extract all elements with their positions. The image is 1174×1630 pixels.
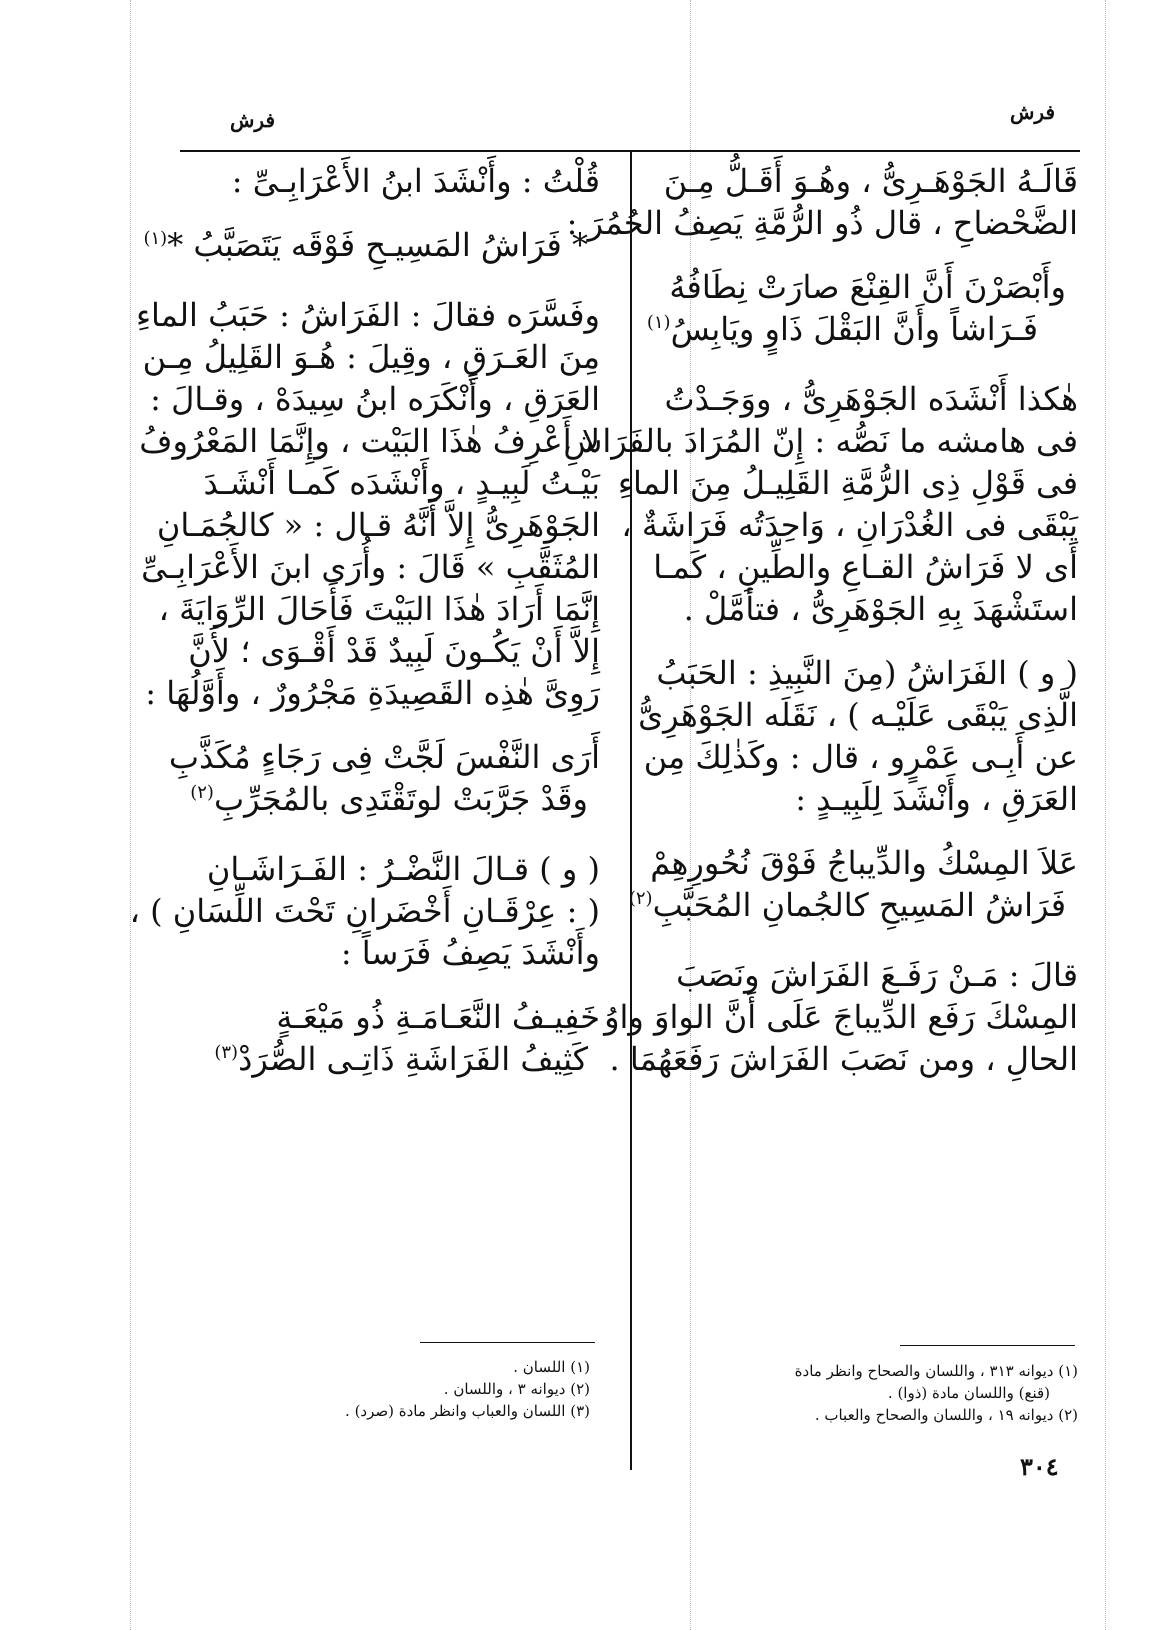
- verse-line: [628, 884, 1078, 932]
- text-line: العَرَقِ ، وأَنْشَدَ لِلَبِيـدٍ :: [795, 780, 1078, 818]
- text-line: ( و ) الفَرَاشُ (مِنَ النَّبِيذِ : الحَبَبُ: [656, 654, 1078, 692]
- text-line: رَوِىَّ هٰذِه القَصِيدَةِ مَجْرُورٌ ، وأَوَّلُهَا :: [145, 674, 600, 712]
- footnote-marker: (٣): [214, 1042, 239, 1063]
- verse-text: فَـرَاشاً وأَنَّ البَقْلَ ذَاوٍ ويَابِسُ: [670, 310, 1038, 348]
- left-column: [129, 160, 600, 1086]
- text-line: يَبْقَى فى الغُدْرَانِ ، وَاحِدَتُه فَرَاشَةٌ ،: [621, 506, 1078, 544]
- footnote-marker: (٢): [628, 888, 653, 909]
- text-line: وفَسَّرَه فقالَ : الفَرَاشُ : حَبَبُ الماءِ: [135, 296, 600, 334]
- verse-line: عَلاَ المِسْكُ والدِّيباجُ فَوْقَ نُحُورِهِمْ: [650, 844, 1078, 882]
- verse-text: وقَدْ جَرَّبَتْ لوتَقْتَدِى بالمُجَرِّبِ: [213, 780, 588, 818]
- guide-line: [1105, 0, 1106, 1630]
- text-line: ( : عِرْقَـانِ أَخْضَرانِ تَحْتَ اللِّسَانِ ) ،: [129, 892, 600, 930]
- footnote: (١) ديوانه ٣١٣ ، واللسان والصحاح وانظر مادة: [794, 1362, 1078, 1380]
- text-line: فى قَوْلِ ذِى الرُّمَّةِ القَلِيـلُ مِنَ الماءِ: [617, 464, 1078, 502]
- left-footnotes: [180, 1356, 590, 1422]
- verse-line: [180, 778, 600, 826]
- verse-text: فَرَاشُ المَسِيحِ كالجُمانِ المُحَبَّبِ: [652, 886, 1066, 924]
- footnote-marker: (١): [143, 228, 168, 249]
- verse-text: كَثِيفُ الفَرَاشَةِ ذَاتِـى الصُّرَدْ: [238, 1040, 588, 1078]
- text-line: بَيْـتُ لَبِيـدٍ ، وأَنْشَدَه كَمـا أَنْشَـدَ: [203, 464, 600, 502]
- verse-line: خَفِيـفُ النَّعَـامَـةِ ذُو مَيْعَـةٍ: [276, 998, 600, 1036]
- text-line: لا أَعْرِفُ هٰذَا البَيْت ، وإِنَّمَا المَعْرُوفُ: [139, 422, 600, 460]
- text-line: فى هامشه ما نَصُّه : إِنّ المُرَادَ بالفَرَاشِ: [563, 422, 1078, 460]
- footnote-marker: (٢): [190, 782, 214, 803]
- text-line: عن أَبِـى عَمْرٍو ، قال : وكَذٰلِكَ مِن: [643, 738, 1078, 776]
- text-line: المِسْكَ رَفَع الدِّيباجَ عَلَى أَنَّ الواوَ واوُ: [604, 998, 1078, 1036]
- text-line: استَشْهَدَ بِهِ الجَوْهَرِىُّ ، فتأَمَّلْ .: [683, 590, 1078, 628]
- guide-line: [130, 0, 131, 1630]
- right-footnotes: [668, 1360, 1078, 1426]
- verse-line: [180, 1038, 600, 1086]
- text-line: إِلاَّ أَنْ يَكُـونَ لَبِيدٌ قَدْ أَقْـوَى ؛ لأَنَّ: [188, 632, 600, 670]
- text-line: المُثَقَّبِ » قَالَ : وأُرَى ابنَ الأَعْرَابِـىِّ: [141, 548, 600, 586]
- footnote: (١) اللسان .: [513, 1358, 590, 1376]
- header-word-left: فرش: [230, 108, 276, 132]
- footnote-rule-left: [420, 1342, 595, 1343]
- text-line: وأَنْشَدَ يَصِفُ فَرَساً :: [340, 934, 600, 972]
- verse-line: [143, 224, 600, 272]
- header-word-right: فرش: [1010, 100, 1056, 124]
- text-line: مِنَ العَـرَقِ ، وقِيلَ : هُـوَ القَلِيلُ مِـن: [142, 338, 600, 376]
- text-line: قَالَـهُ الجَوْهَـرِىُّ ، وهُـوَ أَقَـلُّ مِـنَ: [663, 162, 1078, 200]
- footnote-marker: (١): [646, 312, 671, 333]
- text-line: الحالِ ، ومن نَصَبَ الفَرَاشَ رَفَعَهُمَا .: [609, 1040, 1078, 1078]
- text-line: أَى لا فَرَاشُ القـاعِ والطِّينِ ، كَمـا: [653, 548, 1078, 586]
- text-line: إِنَّمَا أَرَادَ هٰذَا البَيْتَ فَأَحَالَ الرِّوَايَةَ ،: [158, 590, 600, 628]
- text-line: الضَّحْضاحِ ، قال ذُو الرُّمَّةِ يَصِفُ الحُمُرَ :: [566, 204, 1078, 242]
- text-line: قالَ : مَـنْ رَفَـعَ الفَرَاشَ ونَصَبَ: [676, 956, 1078, 994]
- footnote: (٢) ديوانه ١٩ ، واللسان والصحاح والعباب .: [814, 1406, 1078, 1424]
- text-line: هٰكذا أَنْشَدَه الجَوْهَرِىُّ ، ووَجَـدْتُ: [664, 380, 1078, 418]
- right-column: [563, 160, 1078, 1080]
- text-line: ( و ) قـالَ النَّضْـرُ : الفَـرَاشَـانِ: [206, 850, 600, 888]
- footnote: (٣) اللسان والعباب وانظر مادة (صرد) .: [345, 1402, 590, 1420]
- footnote-rule-right: [900, 1345, 1075, 1346]
- verse-line: وأَبْصَرْنَ أَنَّ القِنْعَ صارَتْ نِطَافُهُ: [669, 268, 1066, 306]
- text-line: الَّذِى يَبْقَى عَلَيْـه ) ، نَقَلَه الجَوْهَرِىُّ: [638, 696, 1078, 734]
- column-separator: [630, 152, 632, 1470]
- text-line: الجَوْهَرِىُّ إِلاَّ أَنَّهُ قـال : « كالجُمَـانِ: [156, 506, 600, 544]
- footnote: (قنع) واللسان مادة (ذوا) .: [887, 1384, 1050, 1402]
- verse-text: * فَرَاشُ المَسِيـحِ فَوْقَه يَتَصَبَّبُ *: [167, 226, 588, 264]
- verse-line: أَرَى النَّفْسَ لَجَّتْ فِى رَجَاءٍ مُكَذَّبِ: [168, 738, 600, 776]
- page-number: ٣٠٤: [1020, 1452, 1059, 1481]
- verse-line: [646, 308, 1078, 356]
- text-line: قُلْتُ : وأَنْشَدَ ابنُ الأَعْرَابِـىِّ :: [231, 162, 600, 200]
- footnote: (٢) ديوانه ٣ ، واللسان .: [443, 1380, 590, 1398]
- text-line: العَرَقِ ، وأَنْكَرَه ابنُ سِيدَهْ ، وقـالَ :: [150, 380, 600, 418]
